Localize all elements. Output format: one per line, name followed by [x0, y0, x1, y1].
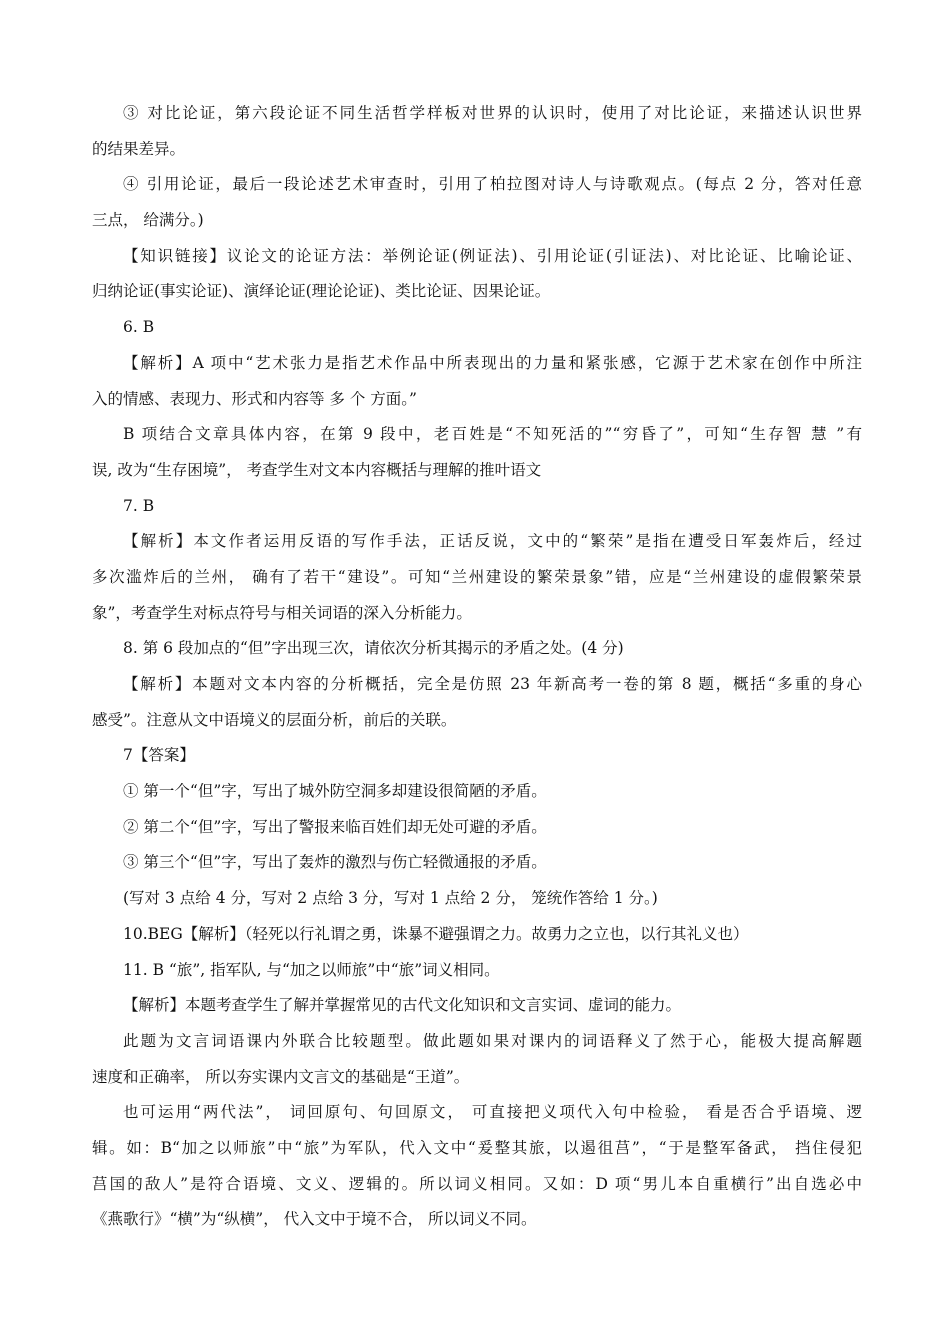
text-line: 的结果差异。	[92, 139, 186, 158]
answer-heading: 7. B	[123, 496, 155, 515]
text-line: ③ 对比论证，第六段论证不同生活哲学样板对世界的认识时，使用了对比论证，来描述认识世界	[123, 104, 862, 122]
text-line: 【解析】本题对文本内容的分析概括，完全是仿照 23 年新高考一卷的第 8 题，概括“多重的身心	[123, 675, 862, 693]
question-line: 8. 第 6 段加点的“但”字出现三次，请依次分析其揭示的矛盾之处。(4 分)	[123, 639, 624, 658]
answer-item: ② 第二个“但”字，写出了警报来临百姓们却无处可避的矛盾。	[123, 817, 547, 836]
answer-heading: 6. B	[123, 318, 155, 337]
text-line: 入的情感、表现力、形式和内容等 多 个 方面。”	[92, 389, 417, 408]
answer-heading: 10.BEG【解析】（轻死以行礼谓之勇，诛暴不避强谓之力。故勇力之立也，以行其礼义也）	[123, 924, 749, 943]
text-line: 象”，考查学生对标点符号与相关词语的深入分析能力。	[92, 603, 472, 622]
text-line: 感受”。注意从文中语境义的层面分析，前后的关联。	[92, 710, 457, 729]
answer-item: ① 第一个“但”字，写出了城外防空洞多却建设很简陋的矛盾。	[123, 782, 547, 801]
text-line: ④ 引用论证，最后一段论述艺术审查时，引用了柏拉图对诗人与诗歌观点。(每点 2 分，答对任意	[123, 175, 862, 194]
text-line: 【解析】本题考查学生了解并掌握常见的古代文化知识和文言实词、虚词的能力。	[123, 996, 682, 1015]
scoring-note: (写对 3 点给 4 分，写对 2 点给 3 分，写对 1 点给 2 分， 笼统作答给 1 分。)	[123, 889, 658, 908]
text-line: 莒国的敌人”是符合语境、文义、逻辑的。所以词义相同。又如：D 项“男儿本自重横行”出自选必中	[92, 1174, 862, 1193]
text-line: 此题为文言词语课内外联合比较题型。做此题如果对课内的词语释义了然于心，能极大提高解题	[123, 1031, 862, 1050]
text-line: 也可运用“两代法”， 词回原句、句回原文， 可直接把义项代入句中检验， 看是否合乎语境、逻	[123, 1103, 862, 1122]
answer-item: ③ 第三个“但”字，写出了轰炸的激烈与伤亡轻微通报的矛盾。	[123, 853, 547, 872]
text-line: 误, 改为“生存困境”， 考查学生对文本内容概括与理解的推叶语文	[92, 460, 542, 479]
document-body	[92, 96, 862, 1238]
text-line: 【解析】A 项中“艺术张力是指艺术作品中所表现出的力量和紧张感，它源于艺术家在创作中所注	[123, 353, 862, 372]
text-line: 【知识链接】议论文的论证方法：举例论证(例证法)、引用论证(引证法)、对比论证、比喻论证、	[123, 246, 862, 265]
text-line: 归纳论证(事实论证)、演绎论证(理论论证)、类比论证、因果论证。	[92, 282, 551, 301]
text-line: B 项结合文章具体内容，在第 9 段中，老百姓是“不知死活的”“穷昏了”，可知“生存智 慧 ”有	[123, 425, 862, 444]
text-line: 多次滥炸后的兰州， 确有了若干“建设”。可知“兰州建设的繁荣景象”错，应是“兰州建设的虚假繁荣景	[92, 567, 862, 586]
text-line: 三点， 给满分。)	[92, 211, 204, 230]
text-line: 速度和正确率， 所以夯实课内文言文的基础是“王道”。	[92, 1067, 470, 1086]
text-line: 辑。如：B“加之以师旅”中“旅”为军队，代入文中“爰整其旅，以遏徂莒”，“于是整军备武， 挡住侵犯	[92, 1138, 862, 1157]
text-line: 《燕歌行》“横”为“纵横”， 代入文中于境不合， 所以词义不同。	[92, 1210, 537, 1229]
answer-heading: 7【答案】	[123, 746, 195, 765]
answer-heading: 11. B “旅”, 指军队, 与“加之以师旅”中“旅”词义相同。	[123, 960, 500, 979]
text-line: 【解析】本文作者运用反语的写作手法，正话反说，文中的“繁荣”是指在遭受日军轰炸后，经过	[123, 532, 862, 551]
